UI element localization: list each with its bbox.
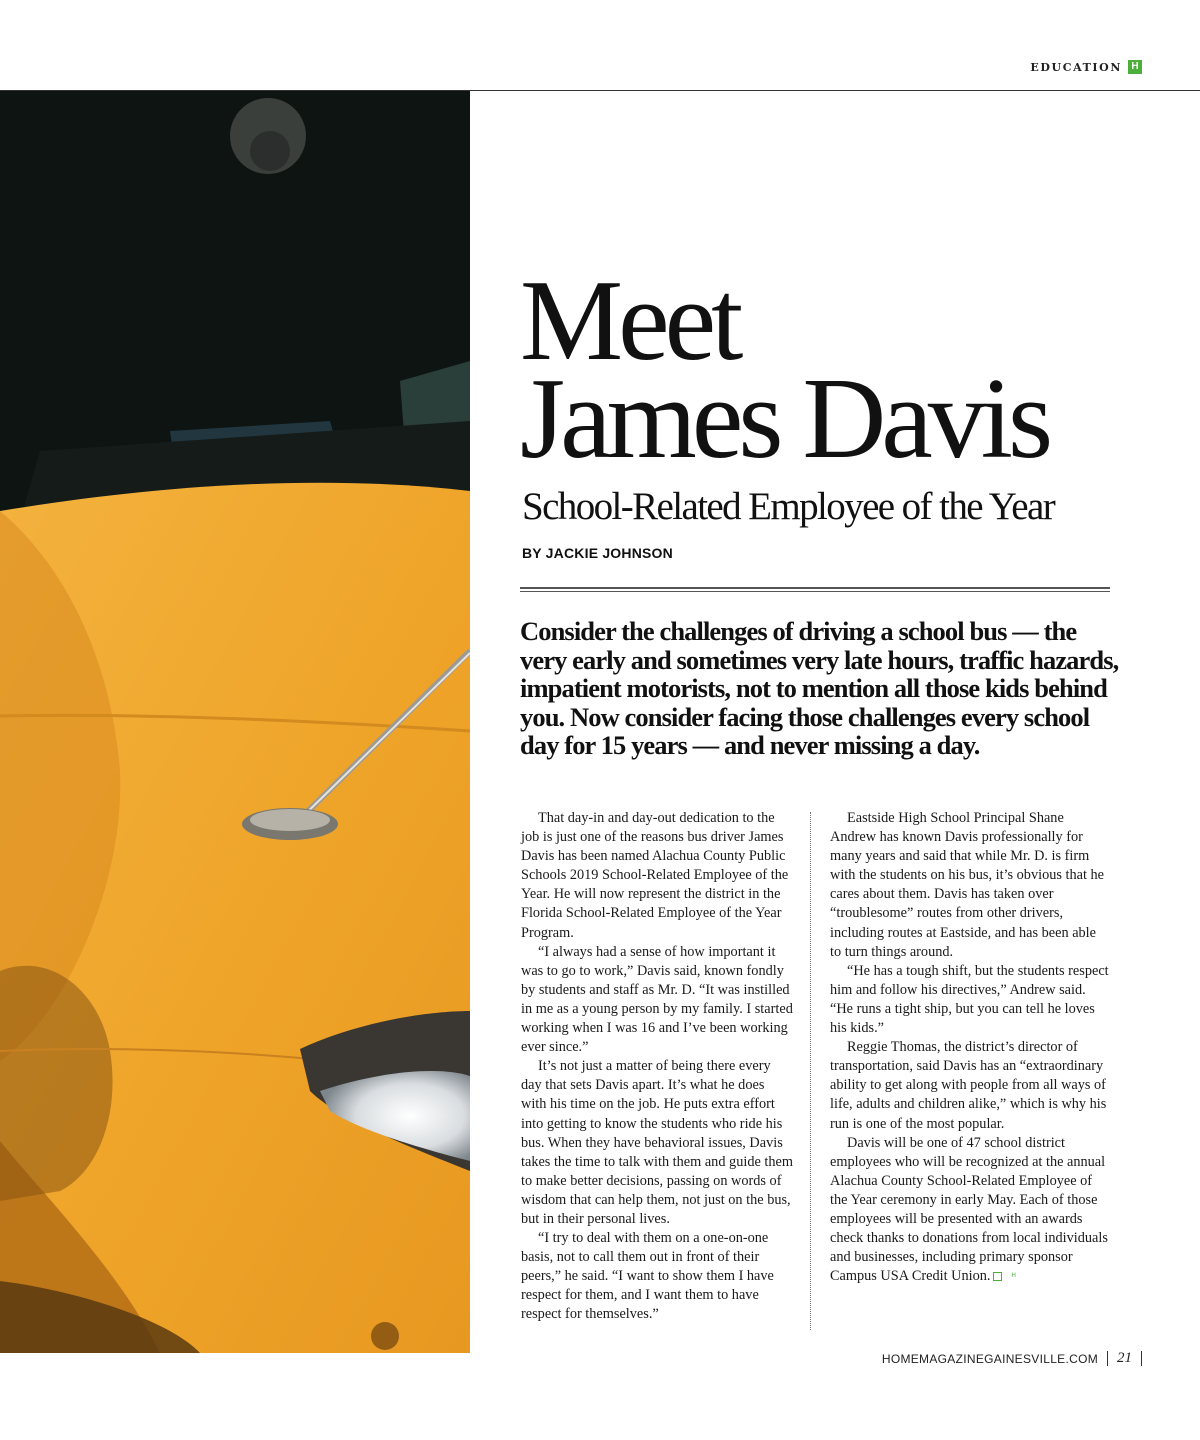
article-subhead: School-Related Employee of the Year	[522, 485, 1055, 528]
byline: BY JACKIE JOHNSON	[522, 545, 673, 561]
article-headline	[520, 257, 1160, 483]
body-paragraph: Reggie Thomas, the district’s director of transportation, said Davis has an “extraordinary ability to get along with people from all ways of life, adults and children alike,” which is why his run is one of the most popular.	[830, 1039, 1107, 1132]
body-paragraph: That day-in and day-out dedication to the job is just one of the reasons bus driver James Davis has been named Alachua County Public Schools 2019 School-Related Employee of the Year. He will now represent the district in the Florida School-Related Employee of the Year Program.	[521, 810, 789, 941]
section-header	[1030, 60, 1142, 74]
body-paragraph: It’s not just a matter of being there every day that sets Davis apart. It’s what he does with his time on the job. He puts extra effort into getting to know the students who ride his bus. When they have behavioral issues, Davis takes the time to talk with them and guide them to make better decisions, passing on words of wisdom that can help them, not just on the bus, but in their personal lives.	[521, 1058, 793, 1227]
article-deck: Consider the challenges of driving a school bus — the very early and sometimes very late hours, traffic hazards, impatient motorists, not to mention all those kids behind you. Now consider facing those challenges every school day for 15 years — and never missing a day.	[520, 616, 1119, 760]
body-paragraph: “He has a tough shift, but the students respect him and follow his directives,” Andrew said. “He runs a tight ship, but you can tell he loves his kids.”	[830, 962, 1109, 1037]
footer-website: HOMEMAGAZINEGAINESVILLE.COM	[881, 1351, 1098, 1366]
end-of-article-icon: H	[993, 1272, 1002, 1281]
home-logo-icon: H	[1128, 60, 1142, 74]
body-column-right	[830, 809, 1110, 1286]
page-footer	[882, 1350, 1142, 1367]
school-bus-photo	[0, 91, 470, 1353]
body-paragraph: “I try to deal with them on a one-on-one basis, not to call them out in front of their peers,” he said. “I want to show them I have respect for them, and I want them to have respect for themselves.”	[521, 1230, 774, 1323]
body-paragraph: Eastside High School Principal Shane Andrew has known Davis professionally for many years and said that while Mr. D. is firm with the students on his bus, it’s obvious that he cares about them. Davis has taken over “troublesome” routes from other drivers, including routes at Eastside, and has been able to turn things around.	[830, 810, 1105, 960]
headline-line-2: James Davis	[520, 355, 1049, 483]
headline-line-1: Meet	[520, 257, 739, 385]
page-number: 21	[1117, 1350, 1132, 1366]
footer-divider	[1141, 1351, 1142, 1366]
body-column-left	[521, 809, 793, 1325]
section-divider	[520, 587, 1110, 592]
section-label: EDUCATION	[1030, 60, 1122, 74]
body-paragraph-text: Davis will be one of 47 school district employees who will be recognized at the annual Alachua County School-Related Employee of the Year ceremony in early May. Each of those employees will be presented with an awards check thanks to donations from local individuals and businesses, including primary sponsor Campus USA Credit Union.	[830, 1134, 1108, 1285]
body-paragraph-last	[830, 1134, 1110, 1287]
footer-divider	[1107, 1351, 1108, 1366]
body-paragraph: “I always had a sense of how important it was to go to work,” Davis said, known fondly by students and staff as Mr. D. “It was instilled in me as a young person by my family. I started working when I was 16 and I’ve been working ever since.”	[521, 943, 793, 1056]
column-divider	[810, 812, 811, 1330]
